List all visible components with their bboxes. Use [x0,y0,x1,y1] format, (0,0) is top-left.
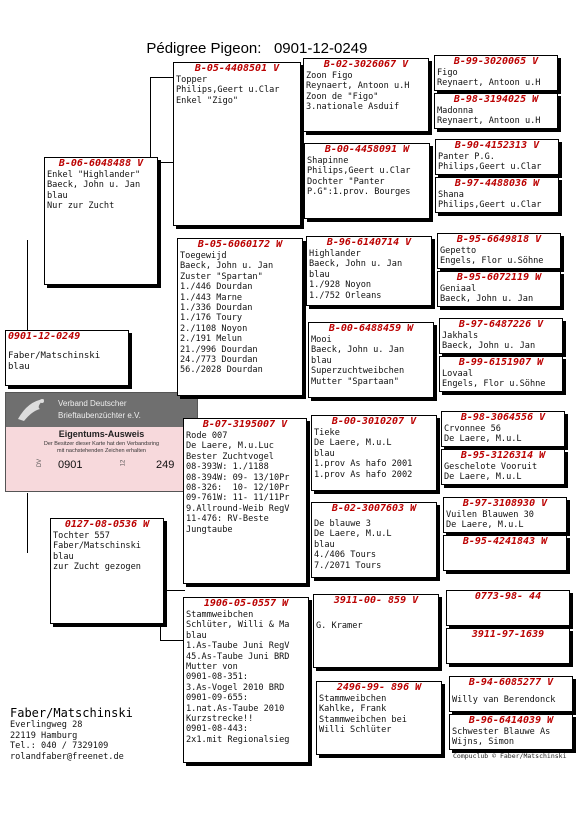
pigeon-info: Zoon Figo [306,71,353,81]
owner-street: Everlingweg 28 [10,720,83,730]
great-grandparent-box [316,681,442,755]
pigeon-info: 21./996 Dourdan [180,344,258,355]
pigeon-info: Tieke [314,428,340,438]
pigeon-info: Jungtaube [186,524,233,535]
ring-number: B-07-3195007 V [202,419,288,430]
pigeon-info: Tochter 557 [53,531,110,541]
ring-number: B-06-6048488 V [58,158,144,169]
pigeon-info: 0901-08-443: [186,724,249,735]
pigeon-info: blau [309,269,330,280]
pigeon-info: De Laere, M.u.Luc [186,441,274,452]
pigeon-info: 4./406 Tours [314,550,377,561]
pigeon-info: Jakhals [442,331,479,341]
pigeon-info: Nur zur Zucht [47,201,115,212]
pigeon-info: 1./446 Dourdan [180,282,253,293]
pedigree-title [138,23,367,57]
pigeon-info: 2./1108 Noyon [180,323,248,334]
card-org-line: Verband Deutscher [58,399,127,408]
pigeon-info: Philips,Geert u.Clar [176,85,280,96]
pigeon-info: 1.prov As hafo 2001 [314,459,413,470]
pigeon-info: De Laere, M.u.L [446,520,524,531]
pigeon-info: 2./191 Melun [180,334,243,345]
ring-number: B-02-3007603 W [331,503,417,514]
gg-grandparent-box [435,139,559,175]
pigeon-info: Baeck, John u. Jan [442,341,536,352]
pigeon-info: Mutter von [186,662,238,673]
card-year: 12 [120,459,127,467]
pigeon-info: G. Kramer [316,621,363,631]
pigeon-info: 1.As-Taube Juni RegV [186,641,290,652]
gg-grandparent-box [441,411,565,447]
card-club: 0901 [58,459,83,471]
pigeon-info: De Laere, M.u.L [314,529,392,540]
pigeon-info: De Laere, M.u.L [444,434,522,445]
pigeon-info: 1./443 Marne [180,292,243,303]
pigeon-info: Rode 007 [186,431,228,441]
pigeon-info: Baeck, John u. Jan [311,345,405,356]
pigeon-info: 1./752 Orleans [309,290,382,301]
ring-number: 3911-97-1639 [471,629,545,640]
pigeon-line: blau [8,361,30,372]
pigeon-logo-icon [14,395,50,425]
pigeon-box [5,330,129,386]
parent-box-father [44,157,158,285]
great-grandparent-box [311,502,437,578]
pigeon-info: blau [314,539,335,550]
ring-number: B-99-6151907 W [458,357,544,368]
ring-number: 2496-99- 896 W [336,682,422,693]
pigeon-info: Enkel "Highlander" [47,170,141,180]
great-grandparent-box [308,322,434,398]
pigeon-info: Crvonnee 56 [444,424,501,434]
pigeon-info: 9.Allround-Weib RegV [186,503,290,514]
pigeon-info: Shapinne [307,156,349,166]
gg-grandparent-box [443,535,567,571]
pigeon-info: Reynaert, Antoon u.H [437,78,541,89]
ring-number: 1906-05-0557 W [203,598,289,609]
connector-line [150,77,175,78]
card-subtext: mit nachstehenden Zeichen erhalten [57,448,146,454]
great-grandparent-box [306,236,432,306]
gg-grandparent-box [449,676,573,712]
pigeon-info: Schlüter, Willi & Ma [186,620,290,631]
ring-number: B-97-4488036 W [454,178,540,189]
pigeon-info: De Laere, M.u.L [444,472,522,483]
pigeon-info: Kurzstrecke!! [186,714,254,725]
card-header [6,393,197,427]
pigeon-info: Engels, Flor u.Söhne [440,256,544,267]
gg-grandparent-box [437,233,561,269]
grandparent-box [183,597,309,763]
pigeon-info: Willy van Berendonck [452,695,556,705]
pigeon-info: P.G":1.prov. Bourges [307,187,411,198]
pigeon-info: Geniaal [440,284,477,294]
owner-phone: Tel.: 040 / 7329109 [10,741,109,751]
pigeon-info: Philips,Geert u.Clar [438,162,542,173]
ring-number: B-98-3064556 V [460,412,546,423]
owner-name: Faber/Matschinski [10,706,133,720]
pigeon-info: 1./336 Dourdan [180,303,253,314]
footer-credit: Compuclub © Faber/Matschinski [453,752,567,760]
pigeon-info: Wijns, Simon [452,737,515,748]
pigeon-info: Faber/Matschinski [53,541,141,552]
connector-line [160,640,185,641]
great-grandparent-box [304,143,430,219]
owner-email: rolandfaber@freenet.de [10,751,124,762]
pigeon-info: Reynaert, Antoon u.H [306,81,410,92]
pigeon-info: Topper [176,75,208,85]
ring-number: 0127-08-0536 W [64,519,150,530]
pigeon-info: Baeck, John u. Jan [47,180,141,191]
pigeon-info: Philips,Geert u.Clar [307,166,411,177]
pigeon-info: Stammweibchen [319,694,387,704]
pigeon-info: 7./2071 Tours [314,560,382,571]
pigeon-info: Stammweibchen bei [319,714,407,725]
pigeon-info: 24./773 Dourdan [180,355,258,366]
ring-number: B-95-6649818 V [456,234,542,245]
gg-grandparent-box [443,497,567,533]
card-title: Eigentums-Ausweis [58,429,145,439]
ring-number: B-95-6072119 W [456,272,542,283]
pigeon-info: 45.As-Taube Juni BRD [186,651,290,662]
ring-number: B-96-6140714 V [326,237,412,248]
ring-number: B-99-3020065 V [453,56,539,67]
pigeon-info: Panter P.G. [438,152,495,162]
pigeon-info: 56./2028 Dourdan [180,365,263,376]
pigeon-info: Baeck, John u. Jan [180,261,274,272]
pigeon-info: 1.prov As hafo 2002 [314,469,413,480]
pigeon-info: Gepetto [440,246,477,256]
pigeon-info: 2x1.mit Regionalsieg [186,734,290,745]
pigeon-info: Mutter "Spartaan" [311,376,399,387]
pigeon-info: Zuster "Spartan" [180,271,263,282]
ring-number: B-05-4408501 V [194,63,280,74]
gg-grandparent-box [434,93,558,129]
pigeon-info: Kahlke, Frank [319,704,387,715]
card-code: DV [37,458,44,468]
gg-grandparent-box [449,714,573,750]
pigeon-info: Lovaal [442,369,474,379]
gg-grandparent-box [437,271,561,307]
connector-line [27,240,28,330]
pigeon-info: Stammweibchen [186,610,254,620]
pigeon-info: 1./176 Toury [180,313,243,324]
pigeon-info: 08-393W: 1./1188 [186,462,269,473]
ring-number: B-02-3026067 V [323,59,409,70]
gg-grandparent-box [435,177,559,213]
pigeon-info: Enkel "Zigo" [176,95,239,106]
pigeon-info: 3.As-Vogel 2010 BRD [186,682,285,693]
pigeon-info: De Laere, M.u.L [314,438,392,449]
ring-number: B-98-3194025 W [453,94,539,105]
parent-box-mother [50,518,164,624]
pigeon-info: Willi Schlüter [319,725,392,736]
grandparent-box [173,62,301,226]
pigeon-info: Geschelote Vooruit [444,462,538,472]
pigeon-info: 11-476: RV-Beste [186,514,269,525]
card-number: 249 [156,459,175,471]
great-grandparent-box [311,415,437,491]
pigeon-info: Highlander [309,249,361,259]
gg-grandparent-box [439,356,563,392]
pigeon-info: De blauwe 3 [314,519,371,529]
pigeon-info: 08-394W: 09- 13/10Pr [186,472,290,483]
pigeon-info: Schwester Blauwe As [452,727,551,737]
pigeon-info: Dochter "Panter [307,176,385,187]
ring-number: B-05-6060172 W [197,239,283,250]
ring-number: B-00-6488459 W [328,323,414,334]
owner-address [10,706,133,762]
gg-grandparent-box [434,55,558,91]
pigeon-info: 1.nat.As-Taube 2010 [186,703,285,714]
ring-number: B-97-6487226 V [458,319,544,330]
pigeon-info: Superzuchtweibchen [311,366,405,377]
ring-number: B-00-4458091 W [324,144,410,155]
pigeon-info: Shana [438,190,464,200]
ring-number: B-94-6085277 V [468,677,554,688]
ring-number: B-00-3010207 V [331,416,417,427]
pigeon-info: Bester Zuchtvogel [186,451,274,462]
pigeon-info: 0901-08-351: [186,672,249,683]
pigeon-info: 1./928 Noyon [309,280,372,291]
ownership-card [5,392,198,492]
card-subtext: Der Besitzer dieser Karte hat den Verbandsring [43,441,160,447]
title-label: Pédigree Pigeon: [146,40,262,57]
grandparent-box [177,238,303,396]
title-ring: 0901-12-0249 [273,40,368,57]
gg-grandparent-box [446,628,570,664]
card-org-line: Brieftaubenzüchter e.V. [58,411,141,420]
pigeon-line: Faber/Matschinski [8,351,101,361]
pigeon-info: Reynaert, Antoon u.H [437,116,541,127]
pigeon-info: 0901-09-655: [186,693,249,704]
pigeon-info: blau [53,551,74,562]
grandparent-box [183,418,307,584]
ring-number: 3911-00- 859 V [333,595,419,606]
ring-number: B-95-3126314 W [460,450,546,461]
pigeon-info: 09-761W: 11- 11/11Pr [186,493,290,504]
connector-line [27,493,28,553]
pigeon-info: Philips,Geert u.Clar [438,200,542,211]
pigeon-info: 08-326: 10- 12/10Pr [186,483,290,494]
pigeon-info: blau [47,190,68,201]
pigeon-info: Engels, Flor u.Söhne [442,379,546,390]
ring-number: B-96-6414039 W [468,715,554,726]
pigeon-info: Madonna [437,106,474,116]
pigeon-info: Baeck, John u. Jan [440,294,534,305]
pigeon-info: Baeck, John u. Jan [309,259,403,270]
pigeon-ring: 0901-12-0249 [8,331,81,342]
gg-grandparent-box [439,318,563,354]
pigeon-info: Zoon de "Figo" [306,91,379,102]
owner-city: 22119 Hamburg [10,730,78,741]
ring-number: B-90-4152313 V [454,140,540,151]
pigeon-info: 3.nationale Asduif [306,102,400,113]
great-grandparent-box [303,58,429,132]
gg-grandparent-box [441,449,565,485]
ring-number: B-95-4241843 W [462,536,548,547]
connector-line [150,77,151,157]
ring-number: 0773-98- 44 [474,591,542,602]
gg-grandparent-box [446,590,570,626]
pigeon-info: Mooi [311,335,332,345]
pigeon-info: zur Zucht gezogen [53,562,141,573]
great-grandparent-box [313,594,439,668]
pigeon-info: Figo [437,68,458,78]
pigeon-info: Vuilen Blauwen 30 [446,510,534,520]
ring-number: B-97-3108930 V [462,498,548,509]
pigeon-info: blau [314,448,335,459]
pigeon-info: Toegewijd [180,251,227,261]
pigeon-info: blau [186,630,207,641]
pigeon-info: blau [311,355,332,366]
